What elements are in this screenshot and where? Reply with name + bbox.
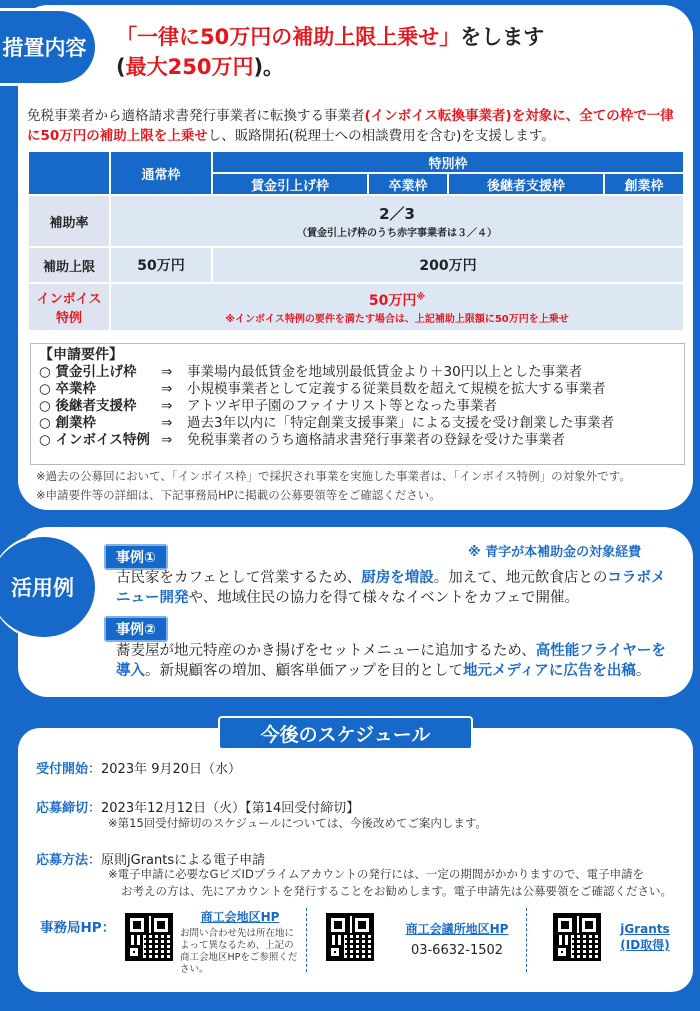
- req-arrow: ⇒: [161, 398, 173, 414]
- row-rate-label: 補助率: [28, 195, 110, 247]
- case2-a: 蕎麦屋が地元特産のかき揚げをセットメニューに追加するため、: [116, 643, 536, 659]
- case1-c: 。加えて、地元飲食店との: [433, 570, 608, 586]
- req-text: 事業場内最低賃金を地域別最低賃金より＋30円以上とした事業者: [187, 364, 583, 380]
- sub-col-wage: 賃金引上げ枠: [212, 173, 368, 195]
- sub-col-graduate: 卒業枠: [368, 173, 448, 195]
- sub-col-startup: 創業枠: [604, 173, 684, 195]
- req-text: 免税事業者のうち適格請求書発行事業者の登録を受けた事業者: [187, 432, 565, 448]
- case2-tag-wrap: [104, 616, 168, 642]
- table-corner: [28, 151, 110, 195]
- case2-c: 。新規顧客の増加、顧客単価アップを目的として: [145, 663, 463, 679]
- req-key: ○ 後継者支援枠: [39, 398, 137, 414]
- headline2-close: )。: [253, 55, 285, 79]
- req-arrow: ⇒: [161, 415, 173, 431]
- row-rate-note: （賃金引上げ枠のうち赤字事業者は３／４）: [297, 228, 497, 239]
- case2-e: 。: [635, 663, 651, 679]
- link-jgrants[interactable]: jGrants: [620, 922, 670, 936]
- row-limit-special: 200万円: [212, 247, 684, 283]
- deadline-value: ：2023年12月12日（火）【第14回受付締切】: [88, 801, 360, 816]
- method-note-1: ※電子申請に必要なGビズIDプライムアカウントの発行には、一定の期間がかかりますので、電子申請を: [108, 867, 645, 881]
- req-key: ○ 創業枠: [39, 415, 96, 431]
- start-row: [36, 758, 241, 777]
- row-invoice-note: ※インボイス特例の要件を満たす場合は、上記補助上限額に50万円を上乗せ: [225, 313, 569, 325]
- subsidy-table: [27, 150, 685, 332]
- req-row-invoice: [39, 432, 676, 449]
- req-row-successor: [39, 398, 676, 415]
- office-link-1-block: [180, 908, 300, 976]
- case1-d: コラボメニュー開発: [116, 570, 666, 606]
- case1-tag: 事例①: [104, 544, 168, 570]
- req-arrow: ⇒: [161, 364, 173, 380]
- intro-p2: し、販路開拓(税理士への相談費用を含む)を支援します。: [207, 128, 555, 144]
- qr-code-3[interactable]: [553, 913, 601, 961]
- start-label: 受付開始: [36, 762, 89, 777]
- row-invoice-label: [28, 283, 110, 331]
- divider-2: [526, 908, 527, 972]
- case2-tag: 事例②: [104, 616, 168, 642]
- row-invoice-value: 50万円: [368, 292, 417, 309]
- method-note-2: お考えの方は、先にアカウントを発行することをお勧めします。電子申請先は公募要領をご確認ください。: [121, 884, 672, 898]
- headline-tail: をします: [460, 25, 545, 49]
- req-arrow: ⇒: [161, 381, 173, 397]
- case2-b: 高性能フライヤーを導入: [116, 643, 666, 679]
- intro-red: (インボイス転換事業者)を対象に、全ての枠で一律に50万円の補助上限を上乗せ: [27, 108, 674, 144]
- intro-text: [27, 106, 687, 146]
- office-link-2-block: [392, 920, 522, 958]
- examples-badge: 活用例: [0, 534, 98, 640]
- headline: [116, 22, 544, 82]
- sub-col-successor: 後継者支援枠: [448, 173, 604, 195]
- row-rate-value: 2／3: [379, 205, 415, 223]
- req-key: ○ インボイス特例: [39, 432, 150, 448]
- req-row-wage: [39, 364, 676, 381]
- qr-code-2[interactable]: [326, 913, 374, 961]
- row-invoice-mark: ※: [416, 291, 426, 302]
- qr-code-1[interactable]: [125, 913, 173, 961]
- req-row-startup: [39, 415, 676, 432]
- start-value: ：2023年 9月20日（水）: [88, 762, 242, 777]
- req-text: アトツギ甲子園のファイナリスト等となった事業者: [187, 398, 497, 414]
- requirements-box: [30, 343, 685, 465]
- row-invoice-label-2: 特例: [55, 311, 82, 326]
- headline2-open: (: [116, 55, 126, 79]
- row-invoice-cell: [110, 283, 684, 331]
- case2-d: 地元メディアに広告を出稿: [462, 663, 636, 679]
- link-chamber[interactable]: 商工会議所地区HP: [405, 922, 509, 936]
- col-normal: 通常枠: [110, 151, 212, 195]
- link-shokokai[interactable]: 商工会地区HP: [200, 910, 280, 924]
- case1-tag-wrap: [104, 544, 168, 570]
- note-2: ※申請要件等の詳細は、下記事務局HPに掲載の公募要領等をご確認ください。: [36, 488, 441, 502]
- req-key: ○ 卒業枠: [39, 381, 96, 397]
- deadline-note: ※第15回受付締切のスケジュールについては、今後改めてご案内します。: [108, 816, 487, 830]
- req-row-graduate: [39, 381, 676, 398]
- headline-red: 「一律に50万円の補助上限上乗せ」: [116, 25, 461, 49]
- deadline-row: [36, 797, 359, 816]
- headline2-red: 最大250万円: [125, 55, 254, 79]
- method-label: 応募方法: [36, 853, 89, 868]
- chamber-phone: 03-6632-1502: [410, 943, 504, 958]
- row-invoice-label-1: インボイス: [36, 292, 102, 307]
- row-limit-label: 補助上限: [28, 247, 110, 283]
- req-key: ○ 賃金引上げ枠: [39, 364, 137, 380]
- note-1: ※過去の公募回において、「インボイス枠」で採択され事業を実施した事業者は、「インボイス特例」の対象外です。: [36, 469, 631, 483]
- method-notes: [108, 866, 672, 900]
- notes: [36, 467, 631, 505]
- case2-text: [116, 641, 676, 681]
- req-text: 小規模事業者として定義する従業員数を超えて規模を拡大する事業者: [187, 381, 606, 397]
- intro-p1: 免税事業者から適格請求書発行事業者に転換する事業者: [27, 108, 365, 124]
- measures-badge: 措置内容: [0, 8, 98, 86]
- deadline-label: 応募締切: [36, 801, 89, 816]
- col-special: 特別枠: [212, 151, 684, 173]
- examples-legend: ※ 青字が本補助金の対象経費: [468, 545, 642, 560]
- office-link-3-block: [610, 922, 680, 953]
- row-limit-normal: 50万円: [110, 247, 212, 283]
- divider-1: [306, 908, 307, 972]
- req-title: 【申請要件】: [39, 347, 123, 363]
- case1-a: 古民家をカフェとして営業するため、: [116, 570, 362, 586]
- link-shokokai-note: お問い合わせ先は所在地によって異なるため、上記の商工会地区HPをご参照ください。: [180, 928, 298, 975]
- row-rate-value-cell: [110, 195, 684, 247]
- schedule-title: 今後のスケジュール: [218, 716, 473, 750]
- case1-text: [116, 568, 676, 608]
- link-jgrants-id[interactable]: (ID取得): [620, 938, 670, 952]
- case1-e: や、地域住民の協力を得て様々なイベントをカフェで開催。: [188, 590, 579, 606]
- office-label: 事務局HP：: [40, 920, 116, 936]
- req-text: 過去3年以内に「特定創業支援事業」による支援を受け創業した事業者: [187, 415, 615, 431]
- req-arrow: ⇒: [161, 432, 173, 448]
- case1-b: 厨房を増設: [361, 570, 434, 586]
- method-value: ：原則jGrantsによる電子申請: [88, 853, 266, 868]
